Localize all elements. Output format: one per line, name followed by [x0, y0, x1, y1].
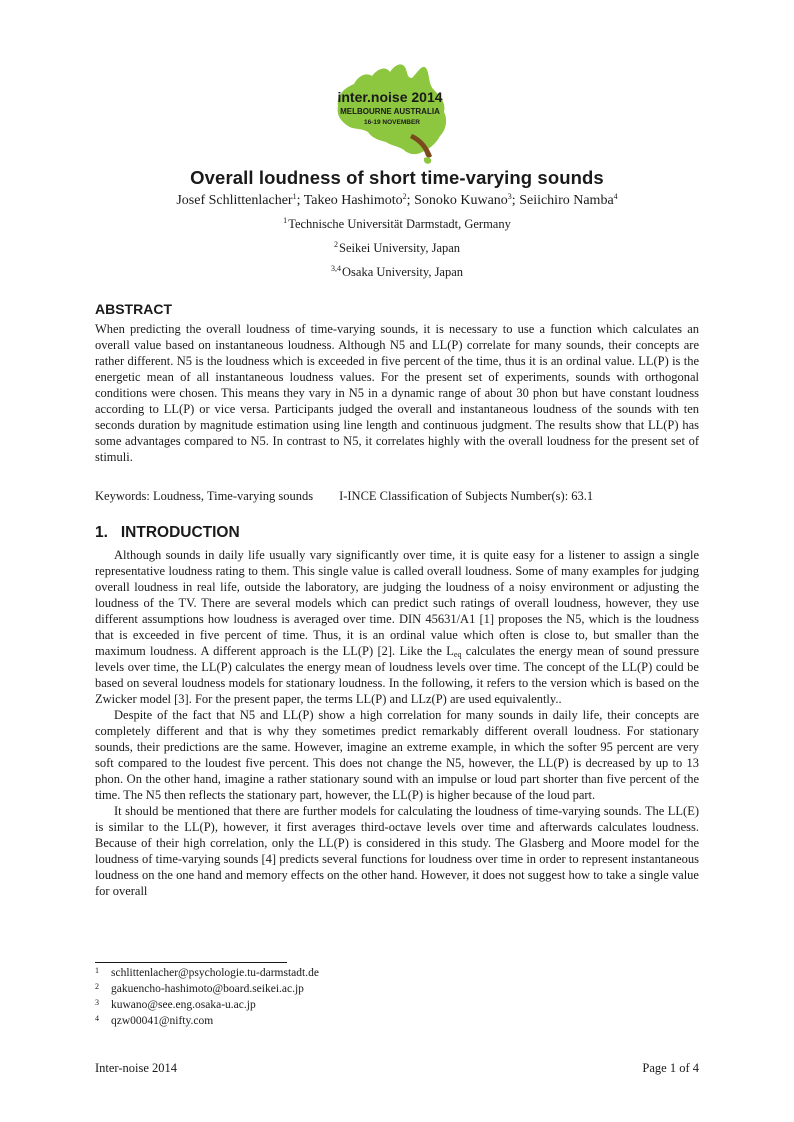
logo-location: MELBOURNE AUSTRALIA — [340, 107, 440, 116]
affiliation-mark: 3,4 — [330, 264, 341, 273]
classification-text: I-INCE Classification of Subjects Number(s): 63.1 — [339, 489, 594, 503]
author-mark: 2 — [402, 192, 407, 201]
abstract-heading: ABSTRACT — [95, 301, 172, 317]
paper-title: Overall loudness of short time-varying sounds — [190, 167, 604, 188]
logo-dates: 16-19 NOVEMBER — [364, 119, 420, 126]
author-mark: 1 — [292, 192, 297, 201]
page-number: Page 1 of 4 — [642, 1061, 699, 1075]
author-name: Josef Schlittenlacher — [176, 193, 293, 208]
footnote-number: 2 — [95, 982, 99, 991]
footnote-number: 3 — [95, 998, 99, 1007]
introduction-body — [95, 547, 699, 899]
abstract-body — [95, 321, 699, 465]
footnote — [95, 1014, 213, 1027]
footnote — [95, 998, 256, 1011]
affiliation-text: Technische Universität Darmstadt, Germany — [288, 217, 511, 231]
footnote — [95, 982, 304, 995]
conference-logo — [328, 60, 456, 168]
section-heading-introduction: 1. INTRODUCTION — [95, 524, 240, 541]
affiliation-text: Osaka University, Japan — [342, 265, 464, 279]
australia-map-icon — [328, 60, 456, 168]
logo-title: inter.noise 2014 — [337, 89, 443, 105]
paragraph: Despite of the fact that N5 and LL(P) show a high correlation for many sounds in daily life, their concepts are completely different and that is why they sometimes predict remarkably different overall loudness. For stationary sounds, their predictions are the same. However, imagine an extreme example, in which the softer 95 percent are very soft compared to the loudest five percent. This does not change the N5, however, the LL(P) is decreased by up to 13 phon. On the other hand, imagine a rather stationary sound with an impulse or loud part shorter than five percent of the time. The N5 then reflects the stationary part, however, the LL(P) is higher because of the loud part. — [95, 708, 699, 802]
footnote-number: 1 — [95, 966, 99, 975]
keywords-line — [95, 489, 593, 504]
affiliation-text: Seikei University, Japan — [339, 241, 461, 255]
paragraph: Although sounds in daily life usually vary significantly over time, it is quite easy for a listener to assign a single representative loudness rating to them. This single value is called overall loudness. Some of many examples for judging overall loudness in real life, outside the laboratory, are judging the loudness of a noisy environment or adjusting the loudness of the TV. There are several models which can predict such ratings of overall loudness, however, they use different assumptions how loudness is averaged over time. DIN 45631/A1 [1] proposes the N5, which is the loudness that is exceeded in five percent of time. Thus, it is an ordinal value which often is close to, but smaller than the maximum loudness. A different approach is the LL(P) [2]. Like the $L_{eq}$ calculates the energy mean of sound pressure levels over time, the LL(P) calculates the energy mean of loudness levels over time. The concept of the LL(P) could be based on several loudness models for stationary loudness. In the following, it refers to the version which is based on the Zwicker model [3]. For the present paper, the terms LL(P) and LLz(P) are used equivalently.. — [95, 548, 699, 706]
affiliation-mark: 1 — [283, 216, 288, 225]
footnote-divider — [95, 962, 287, 963]
abstract-text: When predicting the overall loudness of time-varying sounds, it is necessary to use a function which calculates an overall value based on instantaneous loudness. Although N5 and LL(P) correlate for many sounds, their concepts are rather different. N5 is the loudness which is exceeded in five percent of the time, thus it is an ordinal value. LL(P) is the energetic mean of all instantaneous loudness values. For the present set of experiments, sounds with orthogonal conditions were chosen. This means they vary in N5 in a dynamic range of about 30 phon but have constant loudness according to LL(P) or vice versa. Participants judged the overall and instantaneous loudness of the sounds with ten seconds duration by magnitude estimation using line length and continuous judgment. The results show that LL(P) has some advantages compared to N5. In contrast to N5, it correlates highly with the overall loudness for the present set of stimuli. — [95, 322, 699, 464]
author-mark: 4 — [613, 192, 618, 201]
footnote-number: 4 — [95, 1014, 99, 1023]
author-mark: 3 — [507, 192, 512, 201]
footnote-email: kuwano@see.eng.osaka-u.ac.jp — [111, 999, 256, 1011]
tasmania-shape — [424, 157, 431, 164]
paragraph: It should be mentioned that there are further models for calculating the loudness of time-varying sounds. The LL(E) is similar to the LL(P), however, it first averages third-octave levels over time and afterwards calculates loudness. Because of their high correlation, only the LL(P) is considered in this study. The Glasberg and Moore model for the loudness of time-varying sounds [4] predicts several functions for loudness over time in order to represent instantaneous loudness on the one hand and memory effects on the other hand. However, it does not suggest how to take a single value for overall — [95, 804, 699, 898]
affiliation-mark: 2 — [333, 240, 338, 249]
affiliation — [0, 265, 794, 280]
author-list: Josef Schlittenlacher$^1$; Takeo Hashimoto$^2$; Sonoko Kuwano$^3$; Seiichiro Namba$^4$ — [176, 192, 618, 208]
footnote-email: gakuencho-hashimoto@board.seikei.ac.jp — [111, 983, 304, 995]
footer-conference: Inter-noise 2014 — [95, 1061, 178, 1075]
footnote-email: schlittenlacher@psychologie.tu-darmstadt.de — [111, 967, 319, 979]
affiliation — [0, 241, 794, 256]
footnote-email: qzw00041@nifty.com — [111, 1015, 214, 1027]
author-name: Seiichiro Namba — [519, 193, 614, 208]
author-name: Sonoko Kuwano — [414, 193, 508, 208]
affiliation — [0, 217, 794, 232]
footnote — [95, 966, 319, 979]
author-name: Takeo Hashimoto — [303, 193, 403, 208]
keywords-text: Keywords: Loudness, Time-varying sounds — [95, 489, 314, 503]
